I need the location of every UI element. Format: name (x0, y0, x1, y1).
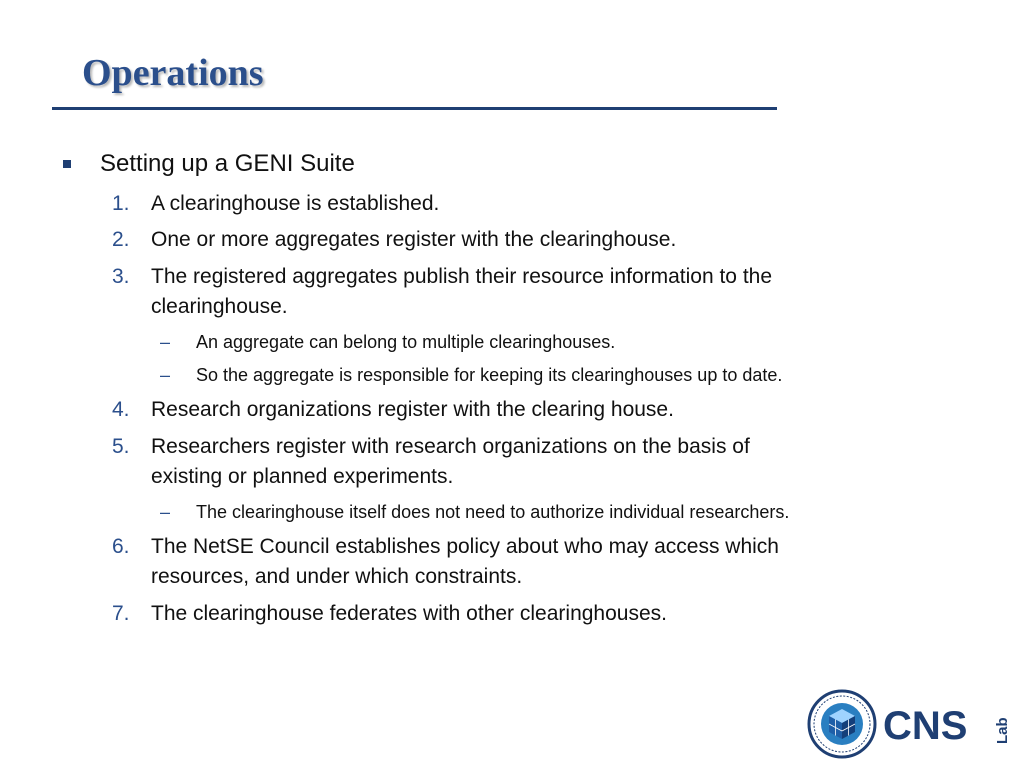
sub-point: So the aggregate is responsible for keeping its clearinghouses up to date. (196, 365, 783, 385)
step-text: A clearinghouse is established. (151, 192, 440, 215)
sub-point: An aggregate can belong to multiple clearinghouses. (196, 332, 616, 352)
step-number: 3. (112, 265, 130, 288)
step-text-continued: resources, and under which constraints. (151, 565, 523, 588)
sub-point: The clearinghouse itself does not need to authorize individual researchers. (196, 502, 790, 522)
step-text: The registered aggregates publish their resource information to the (151, 265, 773, 288)
step-number: 6. (112, 535, 130, 558)
square-bullet-icon (63, 160, 71, 168)
step-text-continued: existing or planned experiments. (151, 465, 454, 488)
step-number: 1. (112, 192, 130, 215)
section-heading: Setting up a GENI Suite (100, 150, 355, 177)
step-text: One or more aggregates register with the clearinghouse. (151, 228, 677, 251)
dash-bullet-icon: – (160, 332, 171, 352)
step-text-continued: clearinghouse. (151, 295, 288, 318)
step-number: 5. (112, 435, 130, 458)
step-text: The clearinghouse federates with other clearinghouses. (151, 602, 667, 625)
step-number: 7. (112, 602, 130, 625)
step-text: Researchers register with research organizations on the basis of (151, 435, 750, 458)
logo-lab-label: Lab (994, 717, 1011, 744)
step-text: The NetSE Council establishes policy about who may access which (151, 535, 779, 558)
title-underline (52, 107, 777, 110)
step-number: 4. (112, 398, 130, 421)
logo-wordmark: CNS (883, 704, 968, 748)
dash-bullet-icon: – (160, 365, 171, 385)
step-number: 2. (112, 228, 130, 251)
step-text: Research organizations register with the clearing house. (151, 398, 674, 421)
dash-bullet-icon: – (160, 502, 171, 522)
slide-title: Operations (82, 52, 264, 94)
cns-lab-logo (807, 689, 1017, 759)
